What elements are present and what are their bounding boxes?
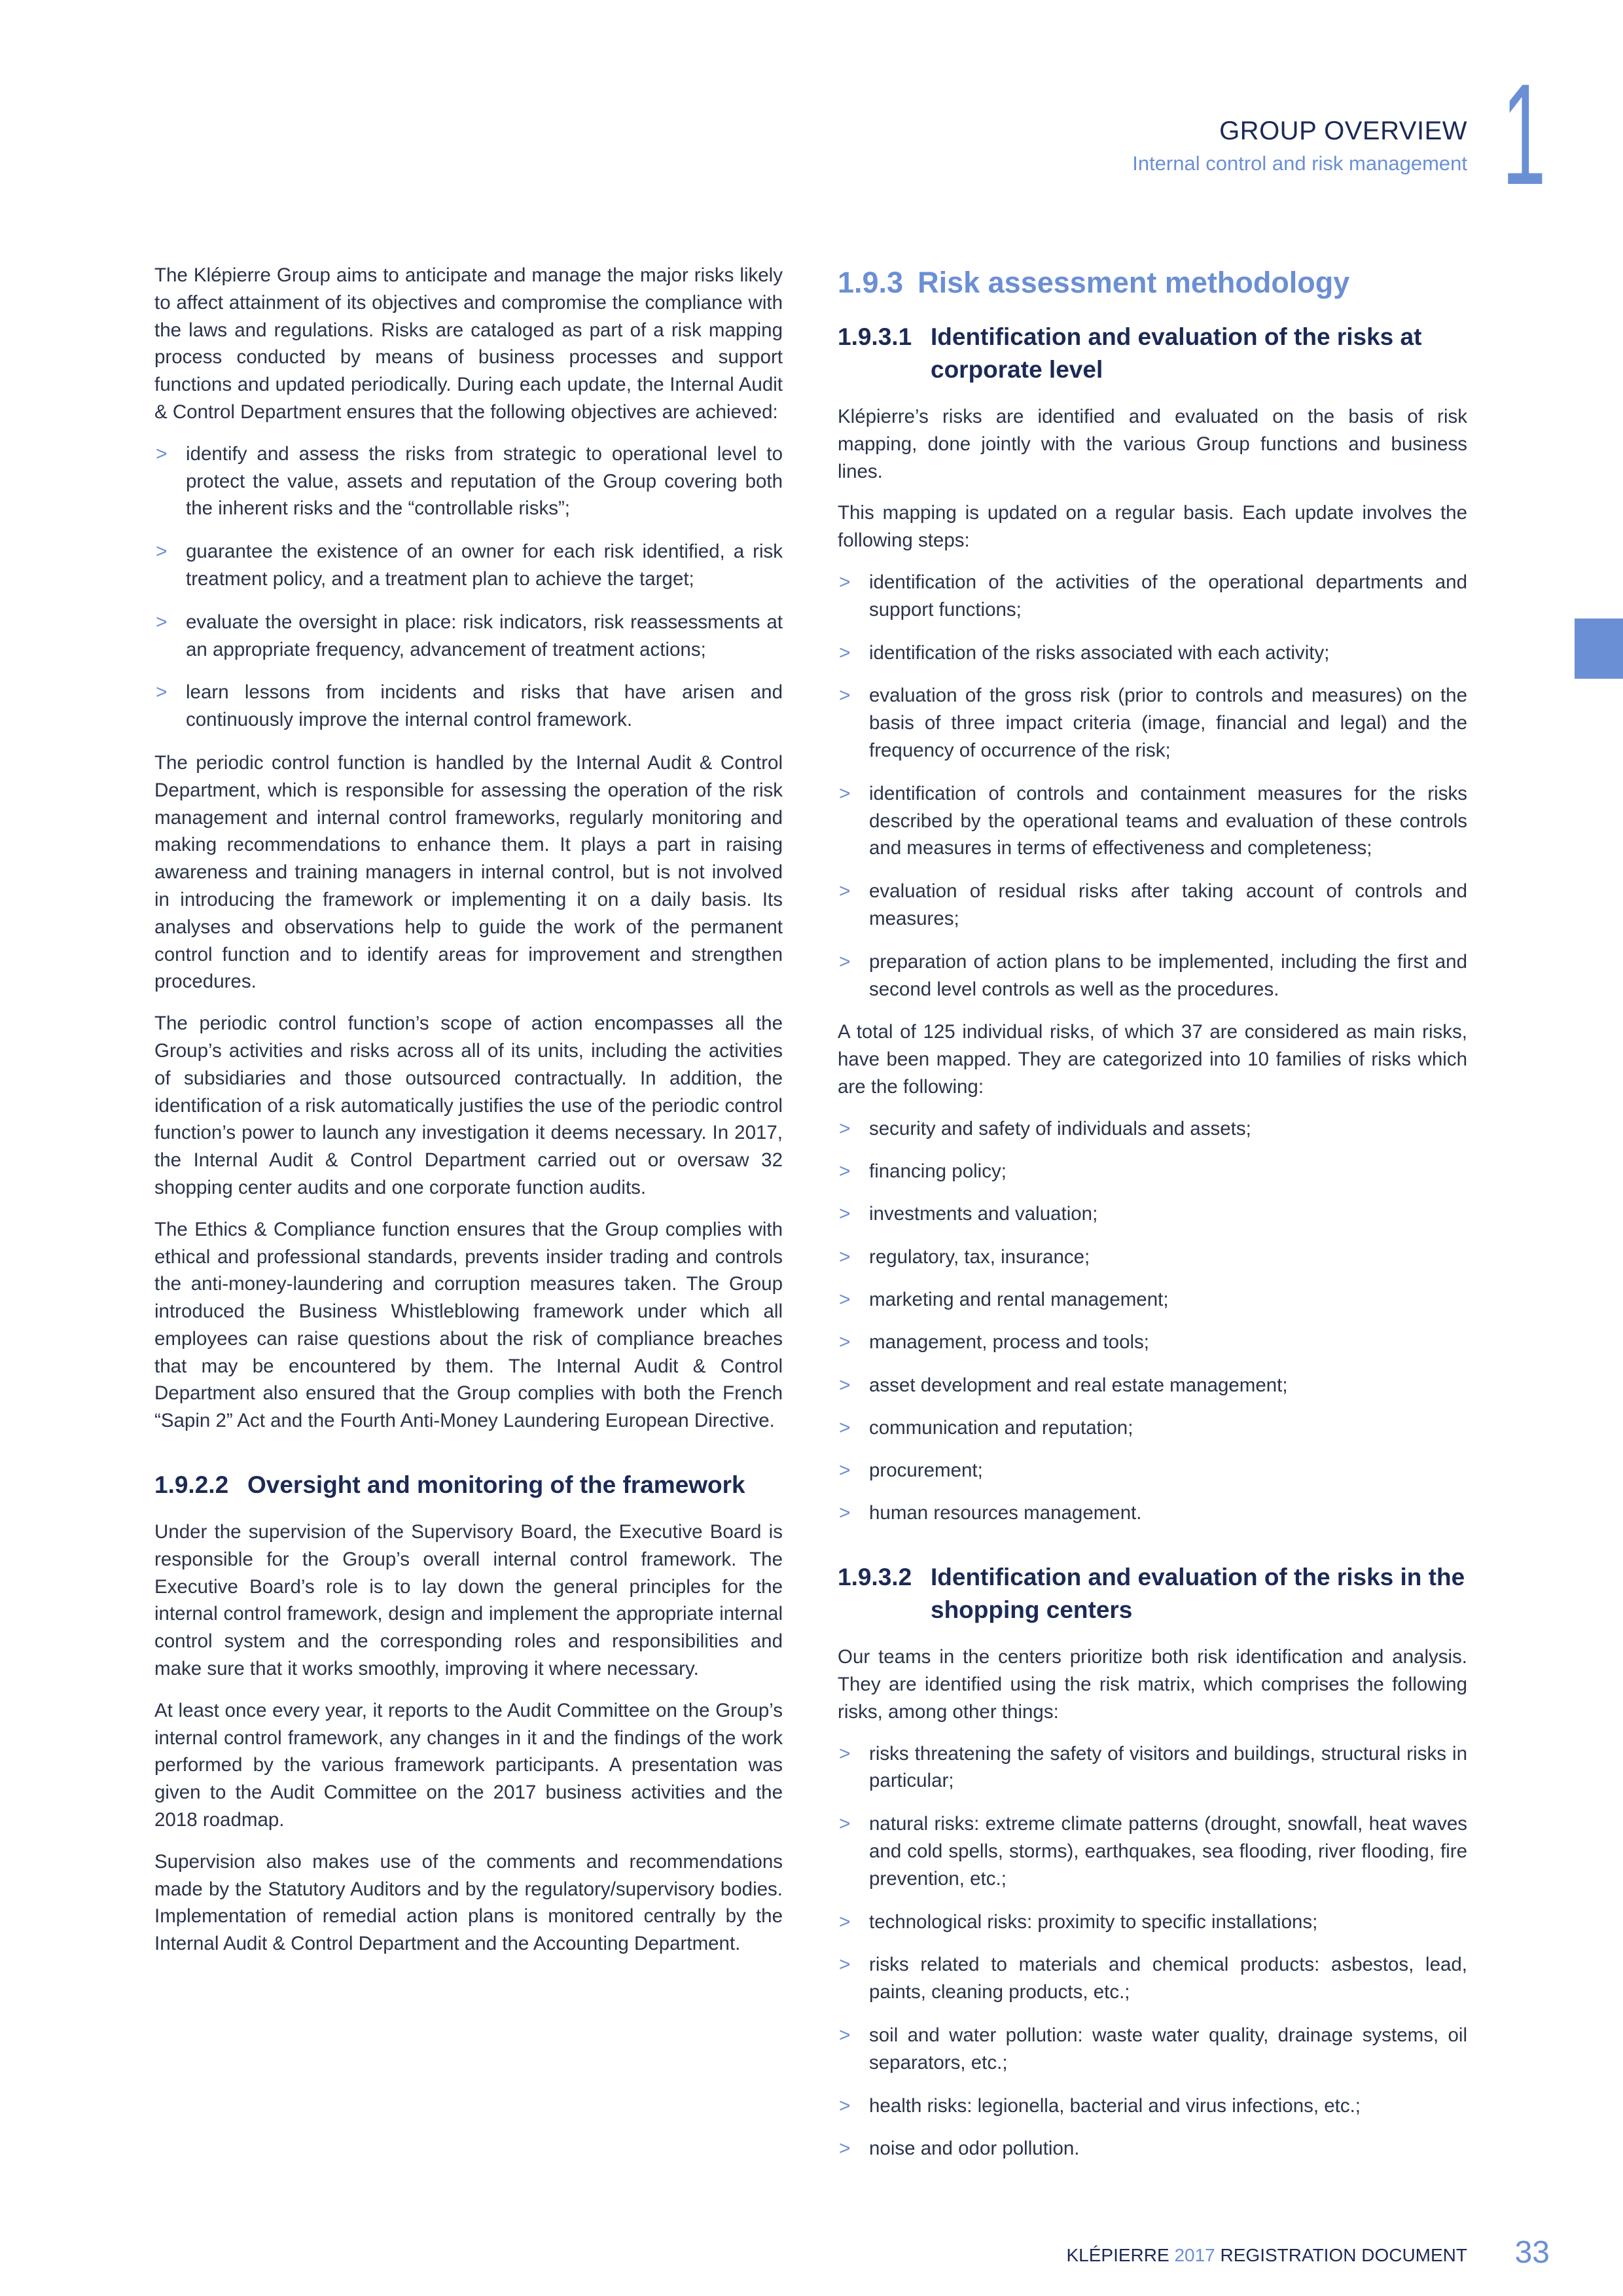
list-item: > evaluate the oversight in place: risk indicators, risk reassessments at an appropriate frequency, advancement of treatment actions; [154,609,783,664]
list-item: > risks related to materials and chemical products: asbestos, lead, paints, cleaning products, etc.; [838,1951,1467,2006]
chevron-bullet-icon: > [839,1416,851,1439]
list-item: > identify and assess the risks from strategic to operational level to protect the value, assets and reputation of the Group covering both the inherent risks and the “controllable risks”; [154,440,783,522]
list-item: > soil and water pollution: waste water quality, drainage systems, oil separators, etc.; [838,2022,1467,2077]
chevron-bullet-icon: > [839,1910,851,1933]
heading-1932 [838,1561,1467,1626]
chevron-bullet-icon: > [839,2094,851,2117]
chevron-bullet-icon: > [839,1117,851,1139]
chevron-bullet-icon: > [839,1160,851,1183]
document-year: 2017 [1174,2245,1215,2265]
chevron-bullet-icon: > [839,1460,851,1482]
list-item: > human resources management. [838,1499,1467,1527]
periodic-control-paragraph: The periodic control function is handled by the Internal Audit & Control Department, which is responsible for assessing the operation of the risk management and internal control frameworks, regularly monitoring and making recommendations to enhance them. It plays a part in raising awareness and training managers in internal control, but is not involved in introducing the framework or implementing it on a daily basis. Its analyses and observations help to guide the work of the permanent control function and to identify areas for improvement and strengthen procedures. [154,751,783,993]
list-item: > security and safety of individuals and assets; [838,1115,1467,1143]
chevron-bullet-icon: > [839,2138,851,2160]
objectives-list [154,440,783,734]
chevron-bullet-icon: > [156,541,168,563]
chevron-bullet-icon: > [839,1331,851,1354]
chevron-bullet-icon: > [839,685,851,707]
heading-number: 1.9.2.2 [154,1471,229,1499]
mapping-paragraph: Klépierre’s risks are identified and evaluated on the basis of risk mapping, done jointly with the various Group functions and business lines. [838,406,1467,482]
list-item: > communication and reputation; [838,1414,1467,1442]
list-item: > asset development and real estate management; [838,1372,1467,1399]
list-item: > learn lessons from incidents and risks that have arisen and continuously improve the internal control framework. [154,679,783,734]
list-item: > identification of the activities of the operational departments and support functions; [838,569,1467,624]
list-item: > identification of the risks associated with each activity; [838,639,1467,667]
list-item: > procurement; [838,1457,1467,1484]
left-column [154,262,783,1972]
chevron-bullet-icon: > [839,1813,851,1835]
list-item: > marketing and rental management; [838,1286,1467,1314]
chapter-side-tab [1575,619,1623,679]
audit-committee-paragraph: At least once every year, it reports to the Audit Committee on the Group’s internal control framework, any changes in it and the findings of the work performed by the various framework participants. A presentation was given to the Audit Committee on the 2017 business activities and the 2018 roadmap. [154,1699,783,1831]
risk-families-list [838,1115,1467,1527]
chevron-bullet-icon: > [839,571,851,593]
update-paragraph: This mapping is updated on a regular basis. Each update involves the following steps: [838,502,1467,552]
right-column [838,262,1467,2178]
list-item: > management, process and tools; [838,1329,1467,1356]
heading-number: 1.9.3 [838,266,904,299]
steps-list [838,569,1467,1003]
heading-title: Risk assessment methodology [918,266,1350,299]
list-item: > evaluation of residual risks after taking account of controls and measures; [838,878,1467,933]
chevron-bullet-icon: > [839,1288,851,1310]
document-title: REGISTRATION DOCUMENT [1220,2245,1467,2265]
chevron-bullet-icon: > [156,442,168,465]
chapter-number: 1 [1501,54,1546,215]
heading-title: Oversight and monitoring of the framework [247,1471,745,1499]
heading-number: 1.9.3.2 [838,1564,912,1591]
center-risks-list [838,1740,1467,2163]
list-item: > identification of controls and containment measures for the risks described by the operational teams and evaluation of these controls and measures in terms of effectiveness and completeness; [838,780,1467,862]
chevron-bullet-icon: > [839,2024,851,2046]
total-risks-paragraph: A total of 125 individual risks, of which 37 are considered as main risks, have been mapped. They are categorized into 10 families of risks which are the following: [838,1021,1467,1098]
chapter-title: GROUP OVERVIEW [1219,117,1467,145]
chevron-bullet-icon: > [839,641,851,664]
page-number: 33 [1514,2235,1550,2270]
heading-1931 [838,321,1467,386]
list-item: > preparation of action plans to be implemented, including the first and second level controls as well as the procedures. [838,948,1467,1003]
chevron-bullet-icon: > [156,611,168,633]
supervision-paragraph: Under the supervision of the Supervisory Board, the Executive Board is responsible for the Group’s overall internal control framework. The Executive Board’s role is to lay down the general principles for the internal control framework, design and implement the appropriate internal control system and the corresponding roles and responsibilities and make sure that it works smoothly, improving it where necessary. [154,1521,783,1680]
brand-name: KLÉPIERRE [1066,2245,1169,2265]
intro-paragraph: The Klépierre Group aims to anticipate and manage the major risks likely to affect attainment of its objectives and compromise the compliance with the laws and regulations. Risks are cataloged as part of a risk mapping process conducted by means of business processes and support functions and updated periodically. During each update, the Internal Audit & Control Department ensures that the following objectives are achieved: [154,264,783,423]
list-item: > noise and odor pollution. [838,2135,1467,2162]
list-item: > investments and valuation; [838,1200,1467,1228]
chevron-bullet-icon: > [156,681,168,704]
chapter-subtitle: Internal control and risk management [1132,152,1467,175]
scope-paragraph: The periodic control function’s scope of action encompasses all the Group’s activities and risks across all of its units, including the activities of subsidiaries and those outsourced contractually. In addition, the identification of a risk automatically justifies the use of the periodic control function’s power to launch any investigation it deems necessary. In 2017, the Internal Audit & Control Department carried out or oversaw 32 shopping center audits and one corporate function audits. [154,1013,783,1198]
heading-title: Identification and evaluation of the risks in the shopping centers [931,1564,1465,1624]
chevron-bullet-icon: > [839,1203,851,1225]
chevron-bullet-icon: > [839,1374,851,1396]
list-item: > technological risks: proximity to specific installations; [838,1909,1467,1936]
list-item: > regulatory, tax, insurance; [838,1244,1467,1271]
heading-1922 [154,1469,783,1501]
list-item: > natural risks: extreme climate patterns (drought, snowfall, heat waves and cold spells, storms), earthquakes, sea flooding, river flooding, fire prevention, etc.; [838,1810,1467,1892]
list-item: > financing policy; [838,1158,1467,1185]
chevron-bullet-icon: > [839,1502,851,1524]
chevron-bullet-icon: > [839,1742,851,1765]
chevron-bullet-icon: > [839,782,851,804]
heading-title: Identification and evaluation of the risks at corporate level [931,323,1422,383]
list-item: > health risks: legionella, bacterial and virus infections, etc.; [838,2092,1467,2120]
list-item: > evaluation of the gross risk (prior to controls and measures) on the basis of three impact criteria (image, financial and legal) and the frequency of occurrence of the risk; [838,682,1467,764]
heading-193 [838,264,1467,301]
teams-paragraph: Our teams in the centers prioritize both risk identification and analysis. They are identified using the risk matrix, which comprises the following risks, among other things: [838,1646,1467,1723]
chevron-bullet-icon: > [839,950,851,973]
heading-number: 1.9.3.1 [838,323,912,350]
page-header [0,54,1623,215]
ethics-paragraph: The Ethics & Compliance function ensures that the Group complies with ethical and professional standards, prevents insider trading and controls the anti-money-laundering and corruption measures taken. The Group introduced the Business Whistleblowing framework under which all employees can raise questions about the risk of compliance breaches that may be encountered by them. The Internal Audit & Control Department also ensured that the Group complies with both the French “Sapin 2” Act and the Fourth Anti-Money Laundering European Directive. [154,1218,783,1432]
footer-brand [1066,2245,1467,2266]
chevron-bullet-icon: > [839,880,851,903]
chevron-bullet-icon: > [839,1246,851,1268]
statutory-paragraph: Supervision also makes use of the comments and recommendations made by the Statutory Auditors and by the regulatory/supervisory bodies. Implementation of remedial action plans is monitored centrally by the Internal Audit & Control Department and the Accounting Department. [154,1850,783,1955]
list-item: > guarantee the existence of an owner for each risk identified, a risk treatment policy, and a treatment plan to achieve the target; [154,538,783,593]
page-footer [0,2235,1623,2278]
chevron-bullet-icon: > [839,1954,851,1976]
list-item: > risks threatening the safety of visitors and buildings, structural risks in particular; [838,1740,1467,1795]
